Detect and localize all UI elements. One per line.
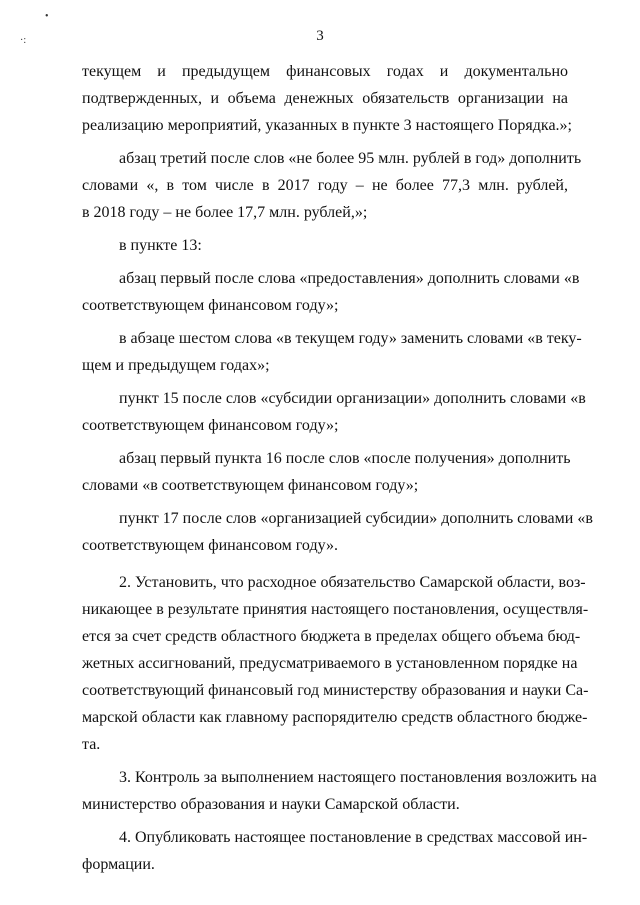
text-line: в абзаце шестом слова «в текущем году» заменить словами «в теку- [119, 330, 582, 347]
paragraph [82, 824, 588, 878]
text-line: пункт 15 после слов «субсидии организации» дополнить словами «в [119, 390, 586, 407]
text-line: соответствующем финансовом году»; [82, 297, 339, 314]
text-line: формации. [82, 856, 155, 873]
text-line: 4. Опубликовать настоящее постановление в средствах массовой ин- [119, 829, 588, 846]
paragraph-gap [82, 559, 568, 569]
paragraph [82, 58, 572, 139]
text-line: подтвержденных, и объема денежных обязательств организации на [82, 90, 568, 107]
page-number: 3 [316, 28, 324, 44]
text-line: в 2018 году – не более 17,7 млн. рублей,»; [82, 204, 368, 221]
text-line: пункт 17 после слов «организацией субсидии» дополнить словами «в [119, 510, 593, 527]
paragraph [82, 445, 571, 499]
text-line: та. [82, 736, 101, 753]
paragraph [82, 265, 580, 319]
text-line: жетных ассигнований, предусматриваемого в установленном порядке на [82, 655, 578, 672]
text-line: в пункте 13: [119, 237, 202, 254]
paragraph [82, 505, 593, 559]
scan-speck: ·: [20, 35, 27, 46]
paragraph [82, 385, 586, 439]
text-line: абзац третий после слов «не более 95 млн. рублей в год» дополнить [119, 150, 582, 167]
text-line: марской области как главному распорядителю средств областного бюдже- [82, 709, 588, 726]
text-line: соответствующий финансовый год министерству образования и науки Са- [82, 682, 589, 699]
text-line: ется за счет средств областного бюджета в пределах общего объема бюд- [82, 628, 581, 645]
text-line: соответствующем финансовом году». [82, 537, 338, 554]
text-line: 3. Контроль за выполнением настоящего постановления возложить на [119, 769, 597, 786]
paragraph [82, 764, 597, 818]
text-line: словами «, в том числе в 2017 году – не более 77,3 млн. рублей, [82, 177, 568, 194]
paragraph [82, 569, 589, 758]
paragraph [82, 232, 568, 259]
text-line: никающее в результате принятия настоящего постановления, осуществля- [82, 601, 589, 618]
scan-speck: • [45, 11, 49, 22]
text-line: 2. Установить, что расходное обязательство Самарской области, воз- [119, 574, 586, 591]
paragraph [82, 325, 582, 379]
text-line: абзац первый пункта 16 после слов «после получения» дополнить [119, 450, 571, 467]
text-line: текущем и предыдущем финансовых годах и документально [82, 63, 568, 80]
text-line: соответствующем финансовом году»; [82, 417, 339, 434]
text-line: министерство образования и науки Самарской области. [82, 796, 460, 813]
text-line: словами «в соответствующем финансовом году»; [82, 477, 419, 494]
paragraph [82, 145, 582, 226]
text-line: реализацию мероприятий, указанных в пункте 3 настоящего Порядка.»; [82, 117, 572, 134]
text-line: щем и предыдущем годах»; [82, 357, 270, 374]
document-body [82, 58, 597, 878]
text-line: абзац первый после слова «предоставления» дополнить словами «в [119, 270, 580, 287]
